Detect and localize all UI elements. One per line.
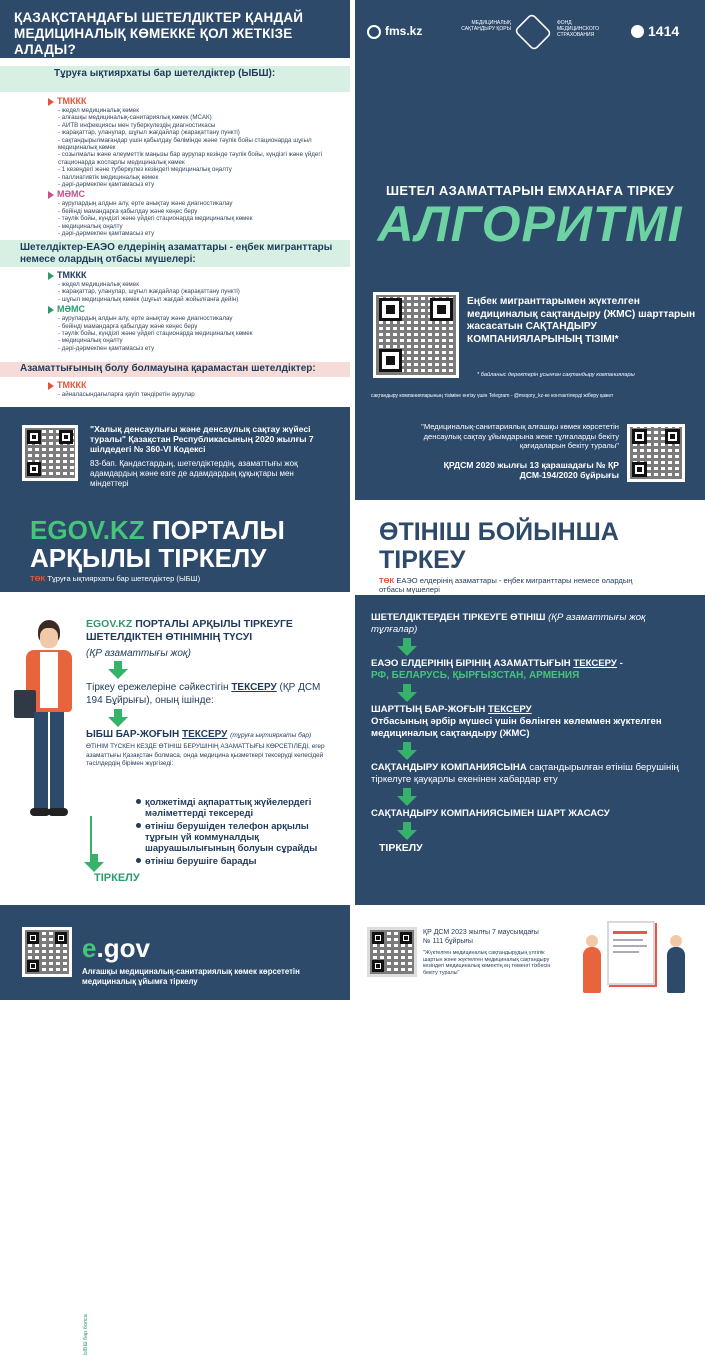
bullet-text: өтініш берушіден телефон арқылы тұрғын үй коммуналдық шаруашылығының болуын сұрайды	[145, 820, 318, 853]
legal-code-title: "Халық денсаулығы және денсаулық сақтау жүйесі туралы" Қазақстан Республикасының 2020 жылғы 7 шілдедегі № 360-VI Кодексі	[90, 424, 314, 454]
step-dash: -	[619, 658, 623, 669]
list-item: - паллиативтік медициналық көмек	[58, 173, 159, 181]
list-item: - созылмалы және әлеуметтік маңызы бар аурулар кезінде тәулік бойы, күндізгі және үйдегі стационарда жоспарлы медициналық көмек	[58, 151, 322, 166]
list-item: - аурулардың алдын алу, ерте анықтау және диагностикалау	[58, 315, 233, 323]
egov-steps	[86, 618, 336, 769]
legal-band-left	[0, 407, 350, 500]
app-step-1	[371, 612, 691, 636]
list-item: - жарақаттар, уланулар, шұғыл жағдайлар (жарақаттану пункті)	[58, 129, 240, 137]
step-desc: сақтандырылған өтініш берушінің тіркелуге қауқарлы екенінен хабардар ету	[371, 762, 679, 785]
insurers-note: * байланыс деректерін ұсынған сақтандыру компаниялары	[477, 372, 635, 378]
panel-medical-help	[0, 0, 350, 407]
telegram-note: сақтандыру компанияларының тізіміне енгізу үшін Telegram - @msqory_kz-ке контактілерді жіберу қажет	[371, 393, 614, 399]
legal-band-right	[355, 407, 705, 500]
tmkkk-list	[48, 107, 343, 188]
arrow-icon	[48, 98, 54, 106]
bullet-dot-icon	[136, 799, 141, 804]
group2-content	[48, 270, 343, 352]
egov-logo	[82, 933, 150, 964]
egov-title-line2: АРҚЫЛЫ ТІРКЕЛУ	[30, 543, 267, 573]
list-item: - алғашқы медициналық-санитариялық көмек (МСАК)	[58, 114, 212, 122]
page-title: ҚАЗАҚСТАНДАҒЫ ШЕТЕЛДІКТЕР ҚАНДАЙ МЕДИЦИНАЛЫҚ КӨМЕККЕ ҚОЛ ЖЕТКІЗЕ АЛАДЫ?	[14, 10, 304, 57]
list-item: - айналасындағыларға қауіп төндіретін аурулар	[58, 391, 195, 398]
step-verb: ТЕКСЕРУ	[231, 682, 277, 693]
list-item: - сақтандырылмағандар үшін қабылдау бөлімінде және тәулік бойы стационарда шұғыл медициналық көмек	[58, 136, 312, 152]
qr-code-insurers[interactable]	[373, 292, 459, 378]
application-steps	[371, 612, 691, 854]
step-note: (тұруға ықтиярхаты бар)	[230, 732, 312, 739]
list-item: - медициналық оңалту	[58, 337, 123, 345]
bullet-text: өтініш берушіге барады	[145, 855, 257, 866]
egov-bullet	[136, 820, 341, 853]
down-arrow-icon	[80, 854, 108, 872]
egov-title-rest: ПОРТАЛЫ	[151, 515, 285, 545]
step-text: ЕАЭО ЕЛДЕРІНІҢ БІРІНІҢ АЗАМАТТЫҒЫН	[371, 658, 571, 669]
person-illustration	[14, 620, 84, 830]
fund-text-ru: ФОНД МЕДИЦИНСКОГО СТРАХОВАНИЯ	[557, 20, 600, 38]
globe-icon	[367, 25, 381, 39]
step-verb: ТЕКСЕРУ	[488, 704, 532, 715]
app-step-3	[371, 704, 691, 740]
tmkkk-label	[48, 270, 343, 281]
footer-order: ҚР ДСМ 2023 жылғы 7 маусымдағы № 111 бұйрығы	[423, 929, 539, 945]
list-item: - дәрі-дәрмекпен қамтамасыз ету	[58, 181, 155, 189]
tag-label: ТӨК	[30, 574, 46, 583]
algorithm-title: АЛГОРИТМІ	[377, 196, 683, 252]
rule-title: "Медициналық-санитариялық алғашқы көмек көрсететін денсаулық сақтау ұйымдарына жеке тұлғаларды бекіту қағидаларын бекіту туралы"	[421, 422, 619, 450]
application-title-line1: ӨТІНІШ БОЙЫНША	[379, 518, 619, 546]
egov-title-line1	[30, 516, 350, 544]
egov-bullet	[136, 796, 341, 818]
fund-text-kz: МЕДИЦИНАЛЫҚ САҚТАНДЫРУ ҚОРЫ	[461, 20, 511, 32]
group-title: Шетелдіктер-ЕАЭО елдерінің азаматтары - еңбек мигранттары немесе олардың отбасы мүшелері:	[20, 242, 333, 265]
egov-bullet	[136, 855, 341, 866]
mams-list	[48, 315, 343, 352]
down-arrow-icon	[104, 661, 132, 679]
step-verb: ТЕКСЕРУ	[573, 658, 617, 669]
arrow-line	[90, 816, 92, 856]
egov-step-1-note: (ҚР азаматтығы жоқ)	[86, 648, 191, 659]
step-note: (ҚР азаматтығы жоқ тұлғалар)	[371, 612, 646, 635]
arrow-icon	[48, 191, 54, 199]
egov-footer	[0, 905, 350, 1000]
mams-list	[48, 200, 343, 237]
rule-order: ҚРДСМ 2020 жылғы 13 қарашадағы № ҚР ДСМ-194/2020 бұйрығы	[443, 460, 619, 480]
application-title-line2: ТІРКЕУ	[379, 546, 466, 574]
list-item: - аурулардың алдын алу, ерте анықтау және диагностикалау	[58, 200, 233, 208]
step-text-2: (ҚР ДСМ 194 Бұйрығы), оның ішінде:	[86, 682, 321, 706]
mams-text: МӘМС	[57, 304, 86, 315]
list-item: - тәулік бойы, күндізгі және үйдегі стационарда медициналық көмек	[58, 215, 253, 223]
step-verb: ТЕКСЕРУ	[181, 729, 228, 740]
application-tag	[379, 576, 659, 594]
legal-code-article: 83-бап. Қандастардың, шетелдіктердің, азаматтығы жоқ адамдардың және өзге де адамдардың құқықтары мен міндеттері	[90, 459, 298, 488]
group-residence-permit	[0, 66, 350, 92]
fund-logo-icon	[514, 13, 552, 51]
application-header	[355, 500, 705, 595]
step-text: Тіркеу ережелеріне сәйкестігін	[86, 682, 229, 693]
app-step-4	[371, 762, 691, 786]
step-text: ШАРТТЫҢ БАР-ЖОҒЫН	[371, 704, 486, 715]
qr-code-code[interactable]	[22, 425, 78, 481]
bullet-dot-icon	[136, 858, 141, 863]
down-arrow-icon	[393, 788, 421, 806]
list-item: - АИТВ инфекциясы мен туберкулездің диагностикасы	[58, 121, 216, 129]
mams-label	[48, 304, 343, 315]
mams-text: МӘМС	[57, 189, 86, 200]
egov-step-2	[86, 681, 336, 707]
countries: РФ, БЕЛАРУСЬ, ҚЫРҒЫЗСТАН, АРМЕНИЯ	[371, 670, 580, 681]
phone-number[interactable]: 1414	[648, 23, 680, 39]
tag-desc: ЕАЭО елдерінің азаматтары - еңбек мигранттары немесе олардың отбасы мүшелері	[379, 576, 633, 594]
qr-code-order[interactable]	[627, 424, 685, 482]
list-item: - медициналық оңалту	[58, 222, 123, 230]
group-eaeu-migrants	[0, 240, 350, 267]
app-step-2	[371, 658, 691, 682]
app-final: ТІРКЕЛУ	[379, 842, 423, 854]
step-text: САҚТАНДЫРУ КОМПАНИЯСЫНА	[371, 762, 527, 773]
algorithm-subtitle: ШЕТЕЛ АЗАМАТТАРЫН ЕМХАНАҒА ТІРКЕУ	[386, 183, 674, 198]
tag-desc: Тұруға ықтиярхаты бар шетелдіктер (ЫБШ)	[47, 574, 201, 583]
vertical-label: ЫБШ бар болса	[83, 1314, 89, 1355]
header-bar	[355, 0, 705, 64]
arrow-icon	[48, 306, 54, 314]
site-link[interactable]: fms.kz	[385, 24, 423, 38]
bullet-text: қолжетімді ақпараттық жүйелердегі мәліметтерді тексереді	[145, 796, 312, 818]
list-item: - жедел медициналық көмек	[58, 107, 139, 114]
group-title: Азаматтығының болу болмауына қарамастан шетелдіктер:	[20, 363, 316, 374]
panel-egov-registration	[0, 500, 350, 1355]
down-arrow-icon	[393, 742, 421, 760]
group3-content	[48, 380, 343, 398]
down-arrow-icon	[393, 822, 421, 840]
step-text: ЫБШ БАР-ЖОҒЫН	[86, 729, 180, 740]
list	[48, 391, 343, 398]
panel-header	[0, 0, 350, 58]
tmkkk-label	[48, 96, 343, 107]
arrow-icon	[48, 382, 54, 390]
qr-code-egov[interactable]	[22, 927, 72, 977]
egov-footer-text: Алғашқы медициналық-санитариялық көмек көрсететін медициналық ұйымға тіркелу	[82, 967, 300, 986]
down-arrow-icon	[104, 709, 132, 727]
step-text: ШЕТЕЛДІКТЕРДЕН ТІРКЕУГЕ ӨТІНІШ	[371, 612, 546, 623]
egov-brand: EGOV.KZ	[30, 515, 145, 545]
qr-code-insurance-order[interactable]	[367, 927, 417, 977]
panel-application-registration	[355, 500, 705, 1000]
egov-bullets	[136, 796, 341, 868]
egov-step-1	[86, 618, 336, 644]
tmkkk-list	[48, 281, 343, 303]
mams-label	[48, 189, 343, 200]
egov-header	[0, 500, 350, 592]
list-item: - шұғыл медициналық көмек (шұғыл жағдай жойылғанға дейін)	[58, 295, 239, 303]
egov-final: ТІРКЕЛУ	[94, 872, 140, 884]
tmkkk-label	[48, 380, 343, 391]
step-text: ПОРТАЛЫ АРҚЫЛЫ ТІРКЕУГЕ ШЕТЕЛДІКТЕН ӨТІНІМНІҢ ТҮСУІ	[86, 618, 293, 643]
list-item: - дәрі-дәрмекпен қамтамасыз ету	[58, 230, 155, 238]
insurers-text: Еңбек мигранттарымен жүктелген медициналық сақтандыру (ЖМС) шарттарын жасасатын САҚТАНДЫРУ КОМПАНИЯЛАРЫНЫҢ ТІЗІМІ*	[467, 296, 696, 345]
application-footer	[355, 905, 705, 1000]
group-any-foreigners	[0, 362, 350, 377]
logo-gov: .gov	[96, 933, 150, 963]
list-item: - бейінді мамандарға қабылдау және кеңес беру	[58, 207, 198, 215]
group-title: Тұруға ықтиярхаты бар шетелдіктер (ЫБШ):	[54, 68, 276, 79]
step-brand: EGOV.KZ	[86, 618, 133, 630]
phone-icon	[631, 25, 644, 38]
bullet-dot-icon	[136, 823, 141, 828]
egov-step-3	[86, 729, 336, 740]
list-item: - дәрі-дәрмекпен қамтамасыз ету	[58, 344, 155, 352]
app-step-5: САҚТАНДЫРУ КОМПАНИЯСЫМЕН ШАРТ ЖАСАСУ	[371, 808, 610, 819]
tmkkk-text: ТМККК	[57, 380, 87, 390]
egov-step-3-desc: ӨТІНІМ ТҮСКЕН КЕЗДЕ ӨТІНІШ БЕРУШІНІҢ АЗАМАТТЫҒЫ КӨРСЕТІЛЕДІ, егер азаматтығы Қазақстан болмаса, онда медицина қызметкері тексеруді келесідей тәсілдердің бірімен жүргізеді:	[86, 743, 325, 768]
egov-tag	[30, 574, 350, 583]
list-item: - жарақаттар, уланулар, шұғыл жағдайлар (жарақаттану пункті)	[58, 288, 240, 296]
tmkkk-text: ТМККК	[57, 270, 87, 280]
down-arrow-icon	[393, 638, 421, 656]
list-item: - тәулік бойы, күндізгі және үйдегі стационарда медициналық көмек	[58, 330, 253, 338]
document-illustration	[583, 917, 693, 997]
list-item: - жедел медициналық көмек	[58, 281, 139, 288]
panel-algorithm	[355, 0, 705, 407]
footer-quote: "Жүктелген медициналық сақтандырудың үлгілік шартын және жүктелген медициналық сақтандыру кезіндегі медициналық көмектің ең төменгі тізбесін бекіту туралы"	[423, 950, 551, 976]
tag-label: ТӨК	[379, 576, 395, 585]
arrow-icon	[48, 272, 54, 280]
down-arrow-icon	[393, 684, 421, 702]
group1-content	[48, 96, 343, 238]
list-item: - бейінді мамандарға қабылдау және кеңес беру	[58, 322, 198, 330]
logo-e: e	[82, 933, 97, 963]
tmkkk-text: ТМККК	[57, 96, 87, 106]
list-item: - 1 кезеңдегі және туберкулез кезіндегі медициналық оңалту	[58, 166, 232, 174]
step-desc: Отбасының әрбір мүшесі үшін бөлінген көлеммен жүктелген медициналық сақтандыру (ЖМС)	[371, 716, 662, 739]
